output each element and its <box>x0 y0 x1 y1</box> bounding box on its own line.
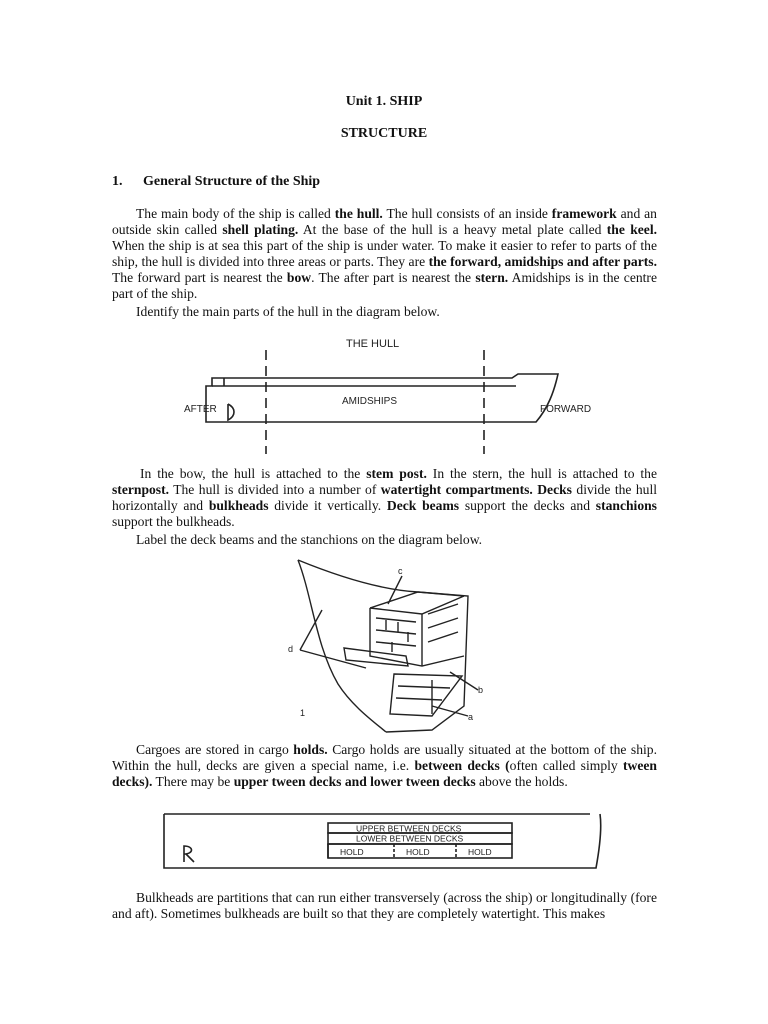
hull-top-label: THE HULL <box>346 338 400 350</box>
bow-label-b: b <box>478 685 484 695</box>
hull-forward-label: FORWARD <box>540 404 592 415</box>
hold-label-3: HOLD <box>468 847 492 857</box>
bow-label-c: c <box>398 566 403 576</box>
unit-title: Unit 1. SHIP <box>345 94 423 109</box>
hold-label-1: HOLD <box>340 847 364 857</box>
paragraph-holds: Cargoes are stored in cargo holds. Cargo holds are usually situated at the bottom of the ship. Within the hull, decks are given a special name, i.e. between decks (often called simply tween decks). There may be upper tween decks and lower tween decks above the holds. <box>112 742 657 789</box>
hold-label-2: HOLD <box>406 847 430 857</box>
decks-lower-label: LOWER BETWEEN DECKS <box>356 833 464 844</box>
paragraph-hull: The main body of the ship is called the hull. The hull consists of an inside framework and an outside skin called shell plating. At the base of the hull is a heavy metal plate called the keel. When the ship is at sea this part of the ship is under water. To make it easier to refer to parts of the ship, the hull is divided into three areas or parts. They are the forward, amidships and after parts. The forward part is nearest the bow. The after part is nearest the stern. Amidships is in the centre part of the ship. <box>112 206 658 301</box>
decks-diagram <box>160 806 606 876</box>
hull-after-label: AFTER <box>184 404 217 415</box>
section-title: General Structure of the Ship <box>143 174 321 189</box>
paragraph-bow: In the bow, the hull is attached to the stem post. In the stern, the hull is attached to the sternpost. The hull is divided into a number of watertight compartments. Decks divide the hull horizontally and bulkheads divide it vertically. Deck beams support the decks and stanchions support the bulkheads. <box>112 466 658 529</box>
paragraph-bulkheads: Bulkheads are partitions that can run either transversely (across the ship) or longitudinally (fore and aft). Sometimes bulkheads are built so that they are completely watertight. This makes <box>112 890 657 921</box>
bow-label-a: a <box>468 712 474 722</box>
hull-diagram <box>176 330 604 458</box>
bow-label-d: d <box>288 644 294 654</box>
bow-structure-diagram <box>282 556 492 738</box>
bow-label-1: 1 <box>300 708 306 718</box>
unit-subtitle: STRUCTURE <box>340 126 428 141</box>
decks-upper-label: UPPER BETWEEN DECKS <box>356 823 462 834</box>
identify-instruction: Identify the main parts of the hull in the diagram below. <box>136 304 440 319</box>
section-number: 1. <box>112 174 123 189</box>
label-instruction: Label the deck beams and the stanchions on the diagram below. <box>136 532 483 547</box>
hull-amidships-label: AMIDSHIPS <box>342 396 398 407</box>
section-heading <box>112 174 320 190</box>
